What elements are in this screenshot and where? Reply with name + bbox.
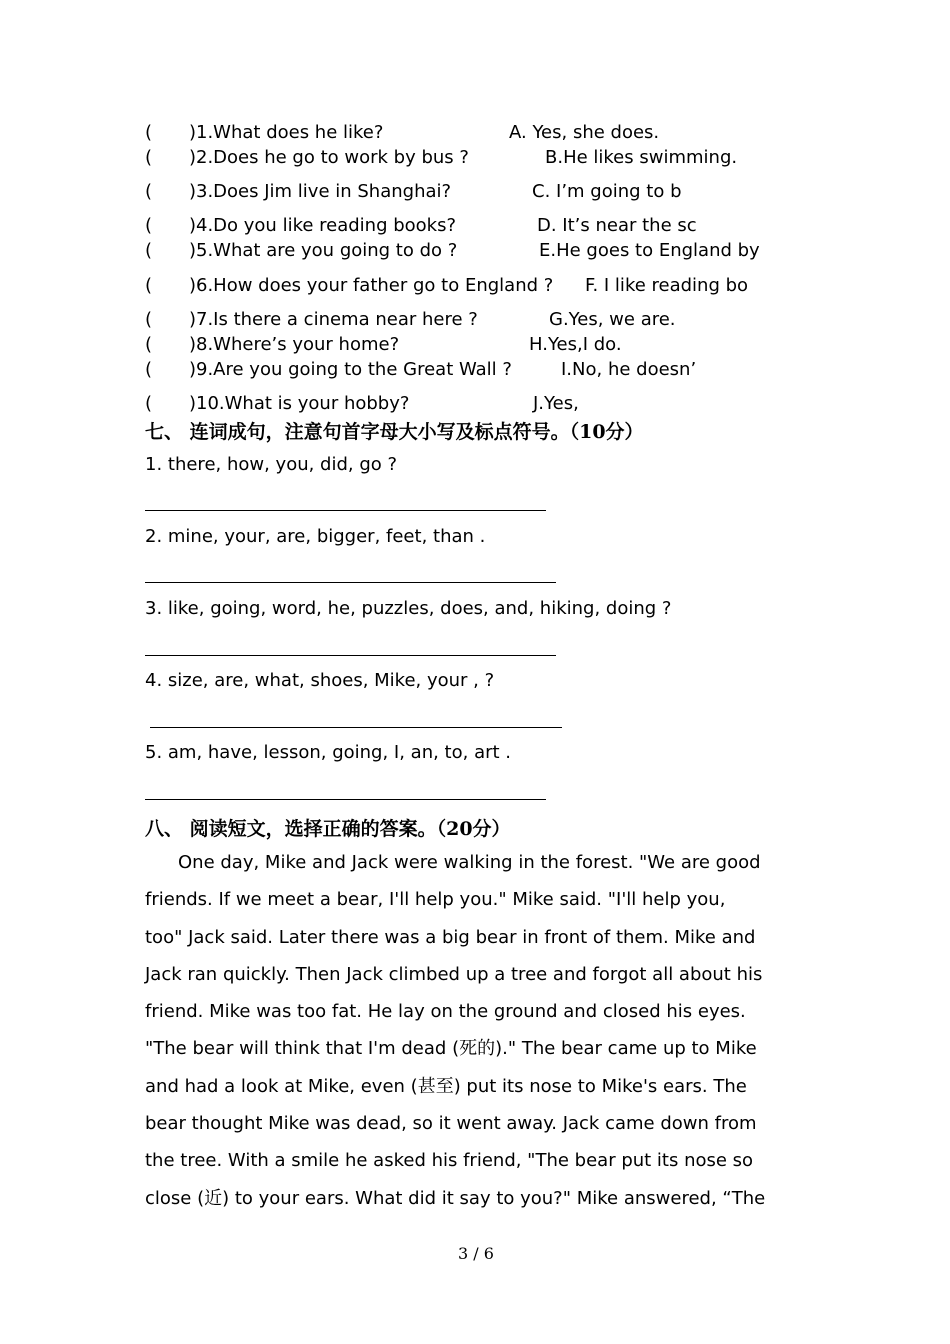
answer-option: C. I’m going to b (532, 181, 682, 202)
passage-line: too" Jack said. Later there was a big bear in front of them. Mike and (145, 926, 756, 948)
answer-option: J.Yes, (533, 393, 579, 414)
answer-line[interactable] (145, 582, 556, 583)
answer-option: F. I like reading bo (585, 275, 749, 296)
answer-option: D. It’s near the sc (537, 215, 697, 236)
answer-paren-close: ) (189, 359, 197, 380)
question-text: 1.What does he like? (196, 122, 384, 143)
answer-paren-open: ( (145, 393, 153, 414)
passage-line: friend. Mike was too fat. He lay on the ground and closed his eyes. (145, 1001, 746, 1023)
answer-paren-close: ) (189, 393, 197, 414)
answer-paren-open: ( (145, 309, 153, 330)
section-8-heading: 八、 阅读短文，选择正确的答案。（20分） (145, 818, 511, 840)
answer-paren-close: ) (189, 181, 197, 202)
question-text: 8.Where’s your home? (196, 334, 400, 355)
answer-paren-open: ( (145, 334, 153, 355)
passage-line: "The bear will think that I'm dead (死的)." The bear came up to Mike (145, 1038, 757, 1060)
answer-line[interactable] (145, 655, 556, 656)
answer-line[interactable] (150, 727, 562, 728)
section-7-heading: 七、 连词成句，注意句首字母大小写及标点符号。（10分） (145, 421, 644, 443)
question-text: 6.How does your father go to England ? (196, 275, 554, 296)
question-text: 10.What is your hobby? (196, 393, 410, 414)
page-number: 3 / 6 (458, 1244, 494, 1263)
answer-paren-close: ) (189, 309, 197, 330)
reorder-item: 1. there, how, you, did, go ? (145, 454, 398, 475)
question-text: 4.Do you like reading books? (196, 215, 457, 236)
passage-line: the tree. With a smile he asked his friend, "The bear put its nose so (145, 1150, 754, 1172)
reorder-item: 3. like, going, word, he, puzzles, does, and, hiking, doing ? (145, 598, 672, 619)
answer-paren-open: ( (145, 147, 153, 168)
question-text: 7.Is there a cinema near here ? (196, 309, 478, 330)
passage-line: Jack ran quickly. Then Jack climbed up a tree and forgot all about his (145, 963, 763, 985)
answer-paren-open: ( (145, 359, 153, 380)
answer-paren-close: ) (189, 122, 197, 143)
passage-line: One day, Mike and Jack were walking in the forest. "We are good (178, 852, 761, 873)
reorder-item: 5. am, have, lesson, going, I, an, to, art . (145, 742, 512, 763)
reorder-item: 4. size, are, what, shoes, Mike, your , ? (145, 670, 495, 691)
question-text: 2.Does he go to work by bus ? (196, 147, 469, 168)
answer-paren-close: ) (189, 215, 197, 236)
answer-line[interactable] (145, 799, 546, 800)
passage-line: close (近) to your ears. What did it say to you?" Mike answered, “The (145, 1187, 766, 1209)
question-text: 3.Does Jim live in Shanghai? (196, 181, 452, 202)
answer-paren-open: ( (145, 181, 153, 202)
answer-paren-close: ) (189, 334, 197, 355)
answer-paren-open: ( (145, 122, 153, 143)
answer-paren-close: ) (189, 275, 197, 296)
answer-option: E.He goes to England by (539, 240, 760, 261)
answer-option: H.Yes,I do. (529, 334, 622, 355)
reading-passage (145, 844, 810, 1217)
reorder-item: 2. mine, your, are, bigger, feet, than . (145, 526, 486, 547)
answer-option: B.He likes swimming. (545, 147, 738, 168)
answer-paren-open: ( (145, 240, 153, 261)
answer-paren-close: ) (189, 240, 197, 261)
passage-line: bear thought Mike was dead, so it went away. Jack came down from (145, 1113, 757, 1135)
answer-paren-close: ) (189, 147, 197, 168)
answer-option: A. Yes, she does. (509, 122, 660, 143)
answer-option: I.No, he doesn’ (561, 359, 697, 380)
question-text: 5.What are you going to do ? (196, 240, 458, 261)
answer-line[interactable] (145, 510, 546, 511)
passage-line: friends. If we meet a bear, I'll help you." Mike said. "I'll help you, (145, 889, 726, 911)
passage-line: and had a look at Mike, even (甚至) put its nose to Mike's ears. The (145, 1075, 747, 1097)
answer-option: G.Yes, we are. (549, 309, 676, 330)
answer-paren-open: ( (145, 215, 153, 236)
question-text: 9.Are you going to the Great Wall ? (196, 359, 512, 380)
answer-paren-open: ( (145, 275, 153, 296)
